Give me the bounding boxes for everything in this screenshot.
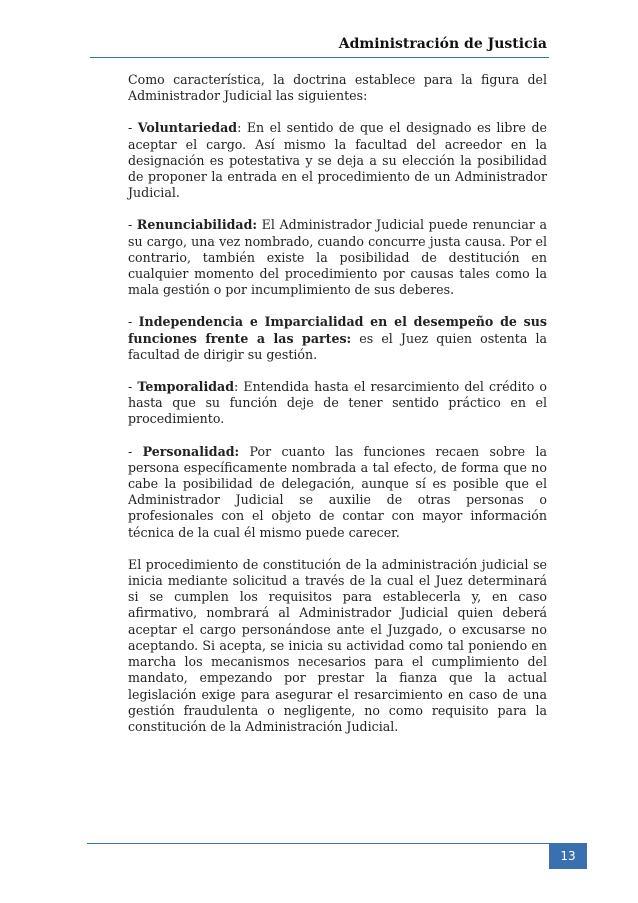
item-text: : Entendida hasta el resarcimiento del crédito o hasta que su función deje de tener sentido práctico en el procedimiento. [128,379,547,427]
list-item-personalidad [128,444,547,541]
item-prefix: - [128,217,137,233]
item-term: Renunciabilidad: [136,217,258,233]
header-divider [90,57,549,58]
document-body [128,72,547,751]
footer-divider [87,843,587,844]
list-item-voluntariedad [128,120,547,201]
item-prefix: - [128,443,143,459]
item-text: : En el sentido de que el designado es libre de aceptar el cargo. Así mismo la facultad del acreedor en la designación es potestativa y se deja a su elección la posibilidad de proponer la entrada en el procedimiento de un Administrador Judicial. [128,120,547,201]
list-item-temporalidad [128,379,547,428]
item-text: El Administrador Judicial puede renunciar a su cargo, una vez nombrado, cuando concurre justa causa. Por el contrario, también existe la posibilidad de destitución en cualquier momento del procedimiento por causas tales como la mala gestión o por incumplimiento de sus deberes. [128,217,548,298]
item-term: Voluntariedad [137,120,238,136]
list-item-independencia [128,314,547,363]
page-number: 13 [549,843,587,869]
item-text: Por cuanto las funciones recaen sobre la persona específicamente nombrada a tal efecto, de forma que no cabe la posibilidad de delegación, aunque sí es posible que el Administrador Judicial se auxilie de otras personas o profesionales con el objeto de contar con mayor información técnica de la cual él mismo puede carecer. [128,443,547,540]
closing-paragraph: El procedimiento de constitución de la administración judicial se inicia mediante solicitud a través de la cual el Juez determinará si se cumplen los requisitos para establecerla y, en caso afirmativo, nombrará al Administrador Judicial quien deberá aceptar el cargo personándose ante el Juzgado, o excusarse no aceptando. Si acepta, se inicia su actividad como tal poniendo en marcha los mecanismos necesarios para el cumplimiento del mandato, empezando por prestar la fianza que la actual legislación exige para asegurar el resarcimiento en caso de una gestión fraudulenta o negligente, no como requisito para la constitución de la Administración Judicial. [128,556,547,734]
item-prefix: - [128,379,138,395]
item-term: Independencia e Imparcialidad en el desempeño de sus funciones frente a las partes: [128,314,547,346]
list-item-renunciabilidad [128,217,547,298]
intro-paragraph: Como característica, la doctrina establece para la figura del Administrador Judicial las siguientes: [128,72,547,104]
item-term: Temporalidad [137,379,234,395]
item-prefix: - [128,314,139,330]
item-text: es el Juez quien ostenta la facultad de dirigir su gestión. [128,330,548,362]
item-prefix: - [128,120,138,136]
page-header-title: Administración de Justicia [338,36,547,52]
item-term: Personalidad: [142,443,240,459]
